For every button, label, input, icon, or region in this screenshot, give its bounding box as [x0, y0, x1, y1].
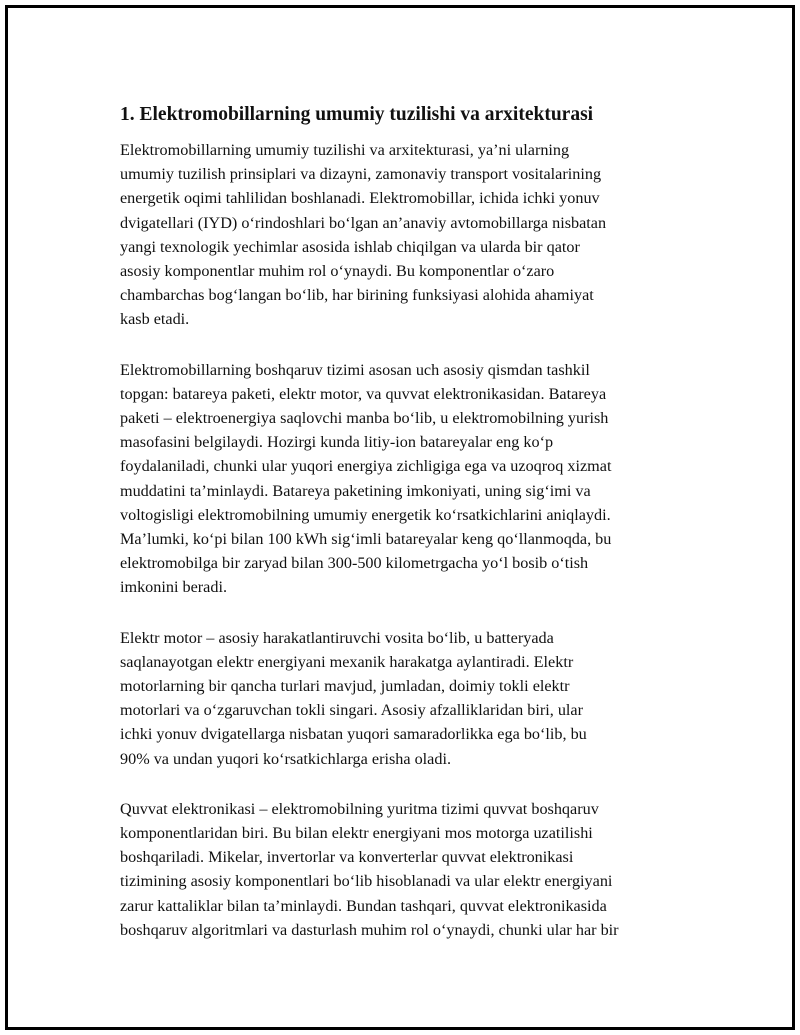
text-line: Elektromobillarning boshqaruv tizimi asosan uch asosiy qismdan tashkil: [120, 360, 590, 379]
text-line: Elektr motor – asosiy harakatlantiruvchi vosita bo‘lib, u batteryada: [120, 628, 554, 647]
text-line: energetik oqimi tahlilidan boshlanadi. Elektromobillar, ichida ichki yonuv: [120, 189, 600, 208]
text-line: elektromobilga bir zaryad bilan 300-500 kilometrgacha yo‘l bosib o‘tish: [120, 554, 589, 573]
text-line: komponentlaridan biri. Bu bilan elektr energiyani mos motorga uzatilishi: [120, 824, 593, 843]
paragraph-2: [120, 358, 700, 600]
text-line: foydalaniladi, chunki ular yuqori energiya zichligiga ega va uzoqroq xizmat: [120, 457, 612, 476]
text-line: asosiy komponentlar muhim rol o‘ynaydi. Bu komponentlar o‘zaro: [120, 262, 555, 281]
text-line: imkonini beradi.: [120, 578, 227, 597]
text-line: yangi texnologik yechimlar asosida ishlab chiqilgan va ularda bir qator: [120, 237, 580, 256]
text-line: Ma’lumki, ko‘pi bilan 100 kWh sig‘imli batareyalar keng qo‘llanmoqda, bu: [120, 530, 612, 549]
text-line: masofasini belgilaydi. Hozirgi kunda litiy-ion batareyalar eng ko‘p: [120, 433, 554, 452]
paragraph-4: [120, 797, 700, 942]
text-line: ichki yonuv dvigatellarga nisbatan yuqori samaradorlikka ega bo‘lib, bu: [120, 725, 587, 744]
paragraph-3: [120, 626, 700, 771]
text-line: Elektromobillarning umumiy tuzilishi va arxitekturasi, ya’ni ularning: [120, 141, 570, 159]
text-line: saqlanayotgan elektr energiyani mexanik harakatga aylantiradi. Elektr: [120, 652, 574, 671]
text-line: 90% va undan yuqori ko‘rsatkichlarga erisha oladi.: [120, 749, 451, 768]
text-line: Quvvat elektronikasi – elektromobilning yuritma tizimi quvvat boshqaruv: [120, 799, 599, 818]
section-heading: 1. Elektromobillarning umumiy tuzilishi va arxitekturasi: [120, 104, 594, 125]
text-line: kasb etadi.: [120, 310, 190, 329]
text-line: topgan: batareya paketi, elektr motor, va quvvat elektronikasidan. Batareya: [120, 384, 607, 403]
text-line: zarur kattaliklar bilan ta’minlaydi. Bundan tashqari, quvvat elektronikasida: [120, 896, 607, 915]
text-line: dvigatellari (IYD) o‘rindoshlari bo‘lgan an’anaviy avtomobillarga nisbatan: [120, 213, 607, 232]
text-line: motorlarning bir qancha turlari mavjud, jumladan, doimiy tokli elektr: [120, 677, 570, 696]
text-line: tizimining asosiy komponentlari bo‘lib hisoblanadi va ular elektr energiyani: [120, 872, 613, 891]
text-line: chambarchas bog‘langan bo‘lib, har birining funksiyasi alohida ahamiyat: [120, 286, 594, 305]
text-line: boshqaruv algoritmlari va dasturlash muhim rol o‘ynaydi, chunki ular har bir: [120, 920, 619, 939]
document-body: [120, 92, 700, 968]
text-line: motorlari va o‘zgaruvchan tokli singari. Asosiy afzalliklaridan biri, ular: [120, 701, 584, 720]
text-line: paketi – elektroenergiya saqlovchi manba bo‘lib, u elektromobilning yurish: [120, 409, 609, 428]
text-line: boshqariladi. Mikelar, invertorlar va konverterlar quvvat elektronikasi: [120, 848, 574, 867]
text-line: voltogisligi elektromobilning umumiy energetik ko‘rsatkichlarini aniqlaydi.: [120, 505, 611, 524]
text-line: umumiy tuzilish prinsiplari va dizayni, zamonaviy transport vositalarining: [120, 165, 602, 184]
paragraph-1: [120, 138, 700, 332]
text-line: muddatini ta’minlaydi. Batareya paketining imkoniyati, uning sig‘imi va: [120, 481, 591, 500]
page-frame: [5, 5, 795, 1030]
